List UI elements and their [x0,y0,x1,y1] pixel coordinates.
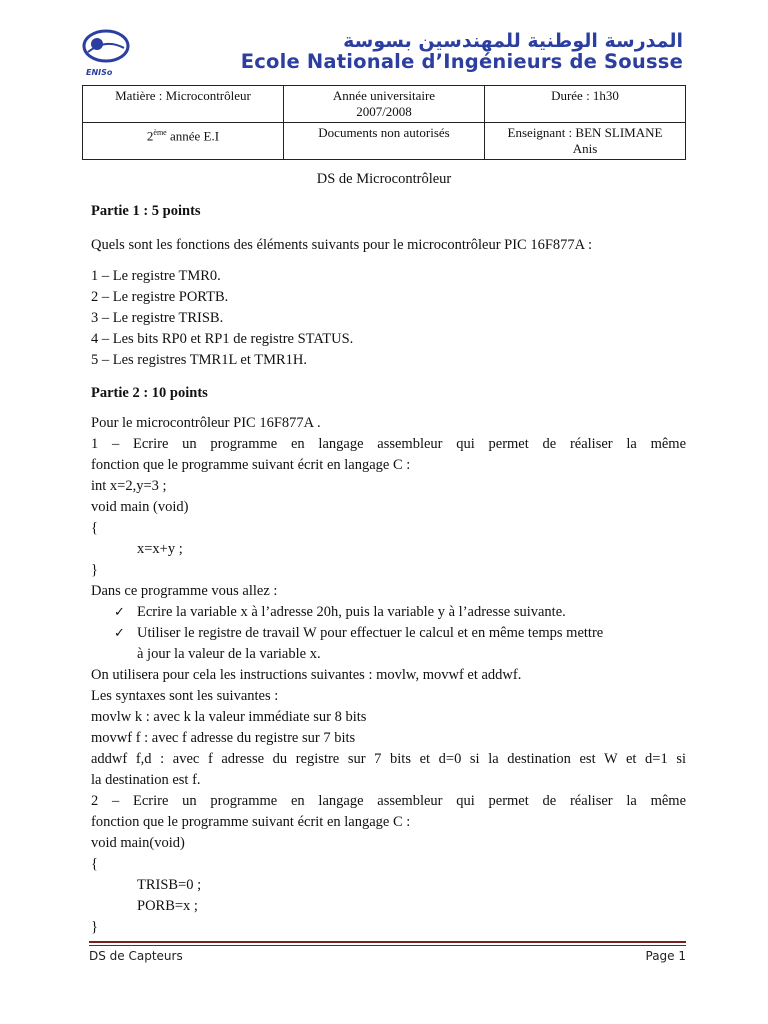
question2-line: fonction que le programme suivant écrit en langage C : [91,814,411,830]
code-line: TRISB=0 ; [137,877,202,893]
part1-item: 4 – Les bits RP0 et RP1 de registre STATUS. [91,331,354,347]
teacher-cell [485,123,686,160]
class-year-rest: année E.I [166,128,220,144]
question1-line: fonction que le programme suivant écrit en langage C : [91,457,411,473]
instructions-line: On utilisera pour cela les instructions suivantes : movlw, movwf et addwf. [91,667,522,683]
table-row [83,86,686,123]
documents-cell: Documents non autorisés [284,123,485,160]
syntax-line: movlw k : avec k la valeur immédiate sur 8 bits [91,709,367,725]
syntax-line: la destination est f. [91,772,201,788]
duration-cell: Durée : 1h30 [485,86,686,123]
syntax-line: addwf f,d : avec f adresse du registre sur 7 bits et d=0 si la destination est W et d=1 si [91,751,686,767]
part2-intro: Pour le microcontrôleur PIC 16F877A . [91,415,321,431]
teacher-label: Enseignant : BEN SLIMANE [507,125,663,140]
question2-line: 2 – Ecrire un programme en langage assembleur qui permet de réaliser la même [91,793,686,809]
subject-cell: Matière : Microcontrôleur [83,86,284,123]
document-title: DS de Microcontrôleur [316,171,452,187]
page-number: Page 1 [645,949,686,963]
code-line: x=x+y ; [137,541,183,557]
teacher-firstname: Anis [572,141,598,156]
bullet-item-continuation: à jour la valeur de la variable x. [137,646,321,662]
class-year-number: 2 [146,128,154,144]
school-name-arabic: المدرسة الوطنية للمهندسين بسوسة [343,30,683,52]
program-intro: Dans ce programme vous allez : [91,583,278,599]
footer-divider [89,941,686,943]
part1-item: 2 – Le registre PORTB. [91,289,229,305]
part1-question: Quels sont les fonctions des éléments suivants pour le microcontrôleur PIC 16F877A : [91,237,592,253]
check-icon: ✓ [114,625,125,640]
check-icon: ✓ [114,604,125,619]
code-line: int x=2,y=3 ; [91,478,167,494]
part1-item: 3 – Le registre TRISB. [91,310,224,326]
code-line: { [91,856,98,872]
part1-heading: Partie 1 : 5 points [91,203,201,219]
syntax-intro: Les syntaxes sont les suivantes : [91,688,279,704]
code-line: void main (void) [91,499,189,515]
part1-item: 1 – Le registre TMR0. [91,268,221,284]
footer-divider-thin [89,945,686,946]
code-line: } [91,562,98,578]
syntax-line: movwf f : avec f adresse du registre sur 7 bits [91,730,356,746]
part2-heading: Partie 2 : 10 points [91,385,208,401]
table-row [83,123,686,160]
school-name: Ecole Nationale d’Ingénieurs de Sousse [240,50,683,73]
bullet-item: Ecrire la variable x à l’adresse 20h, puis la variable y à l’adresse suivante. [137,604,566,620]
academic-year-cell [284,86,485,123]
question1-line: 1 – Ecrire un programme en langage assembleur qui permet de réaliser la même [91,436,686,452]
footer-title: DS de Capteurs [89,949,183,963]
class-year-suffix: ème [153,128,167,137]
logo-caption: ENISo [86,68,113,77]
code-line: { [91,520,98,536]
code-line: } [91,919,98,935]
academic-year-value: 2007/2008 [356,104,412,119]
exam-info-table [82,85,686,160]
code-line: void main(void) [91,835,185,851]
code-line: PORB=x ; [137,898,198,914]
bullet-item: Utiliser le registre de travail W pour effectuer le calcul et en même temps mettre [137,625,604,641]
part1-item: 5 – Les registres TMR1L et TMR1H. [91,352,308,368]
academic-year-label: Année universitaire [332,88,436,103]
class-cell [83,123,284,160]
